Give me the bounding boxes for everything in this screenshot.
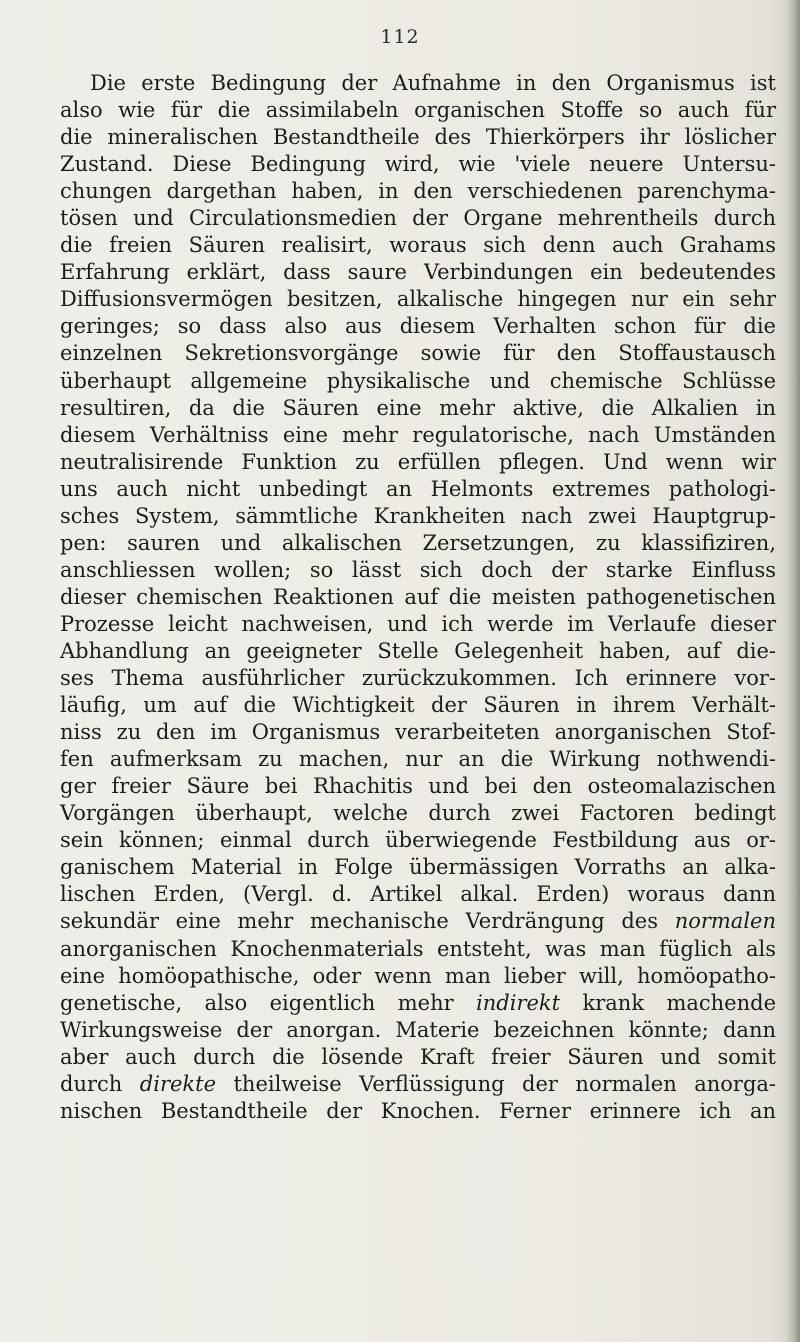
text-line: überhaupt allgemeine physikalische und chemische Schlüsse: [60, 368, 776, 393]
text-line: durch direkte theilweise Verflüssigung der normalen anorga-: [60, 1071, 777, 1096]
text-line: pen: sauren und alkalischen Zersetzungen, zu klassifiziren,: [60, 530, 776, 555]
text-line: Erfahrung erklärt, dass saure Verbindungen ein bedeutendes: [60, 260, 776, 285]
text-line: genetische, also eigentlich mehr indirekt krank machende: [60, 990, 776, 1015]
text-line: sein können; einmal durch überwiegende Festbildung aus or-: [60, 828, 776, 853]
text-line: geringes; so dass also aus diesem Verhalten schon für die: [60, 314, 776, 339]
text-line: Prozesse leicht nachweisen, und ich werde im Verlaufe dieser: [60, 611, 776, 636]
text-line: chungen dargethan haben, in den verschiedenen parenchyma-: [60, 179, 776, 204]
text-line: Diffusionsvermögen besitzen, alkalische hingegen nur ein sehr: [60, 287, 776, 312]
text-line: niss zu den im Organismus verarbeiteten anorganischen Stof-: [60, 720, 776, 745]
text-line: die mineralischen Bestandtheile des Thierkörpers ihr löslicher: [60, 125, 776, 150]
italic-word: indirekt: [476, 990, 561, 1015]
italic-word: direkte: [139, 1071, 216, 1096]
text-line: ger freier Säure bei Rhachitis und bei den osteomalazischen: [60, 774, 776, 799]
text-line: resultiren, da die Säuren eine mehr aktive, die Alkalien in: [60, 395, 776, 420]
text-line: dieser chemischen Reaktionen auf die meisten pathogenetischen: [60, 584, 776, 609]
body-text: [60, 70, 776, 1125]
text-line: Abhandlung an geeigneter Stelle Gelegenheit haben, auf die-: [60, 638, 776, 663]
text-line: tösen und Circulationsmedien der Organe mehrentheils durch: [60, 206, 776, 231]
text-line: Vorgängen überhaupt, welche durch zwei Factoren bedingt: [60, 801, 776, 826]
text-line: uns auch nicht unbedingt an Helmonts extremes pathologi-: [60, 476, 776, 501]
text-line: fen aufmerksam zu machen, nur an die Wirkung nothwendi-: [60, 747, 776, 772]
text-line: aber auch durch die lösende Kraft freier Säuren und somit: [60, 1044, 776, 1069]
text-line: sches System, sämmtliche Krankheiten nach zwei Hauptgrup-: [60, 503, 776, 528]
text-line: einzelnen Sekretionsvorgänge sowie für den Stoffaustausch: [60, 341, 776, 366]
text-line: lischen Erden, (Vergl. d. Artikel alkal. Erden) woraus dann: [60, 882, 776, 907]
page-number: 112: [380, 26, 420, 48]
text-line: diesem Verhältniss eine mehr regulatorische, nach Umständen: [60, 422, 776, 447]
text-line: eine homöopathische, oder wenn man lieber will, homöopatho-: [60, 963, 776, 988]
text-line: die freien Säuren realisirt, woraus sich denn auch Grahams: [60, 233, 776, 258]
text-line: ses Thema ausführlicher zurückzukommen. Ich erinnere vor-: [60, 666, 776, 691]
text-line: nischen Bestandtheile der Knochen. Ferner erinnere ich an: [60, 1098, 776, 1123]
page-edge-shadow: [786, 0, 800, 1342]
text-line: Zustand. Diese Bedingung wird, wie 'viele neuere Untersu-: [60, 152, 776, 177]
text-line: sekundär eine mehr mechanische Verdrängung des normalen: [60, 909, 776, 934]
italic-word: normalen: [674, 909, 776, 934]
text-line: also wie für die assimilabeln organischen Stoffe so auch für: [60, 98, 776, 123]
text-line: neutralisirende Funktion zu erfüllen pflegen. Und wenn wir: [60, 449, 776, 474]
text-line: Die erste Bedingung der Aufnahme in den Organismus ist: [90, 71, 776, 95]
text-line: anschliessen wollen; so lässt sich doch der starke Einfluss: [60, 557, 776, 582]
text-line: anorganischen Knochenmaterials entsteht, was man füglich als: [60, 936, 776, 961]
text-line: Wirkungsweise der anorgan. Materie bezeichnen könnte; dann: [60, 1017, 776, 1042]
text-line: läufig, um auf die Wichtigkeit der Säuren in ihrem Verhält-: [60, 693, 776, 718]
text-line: ganischem Material in Folge übermässigen Vorraths an alka-: [60, 855, 776, 880]
